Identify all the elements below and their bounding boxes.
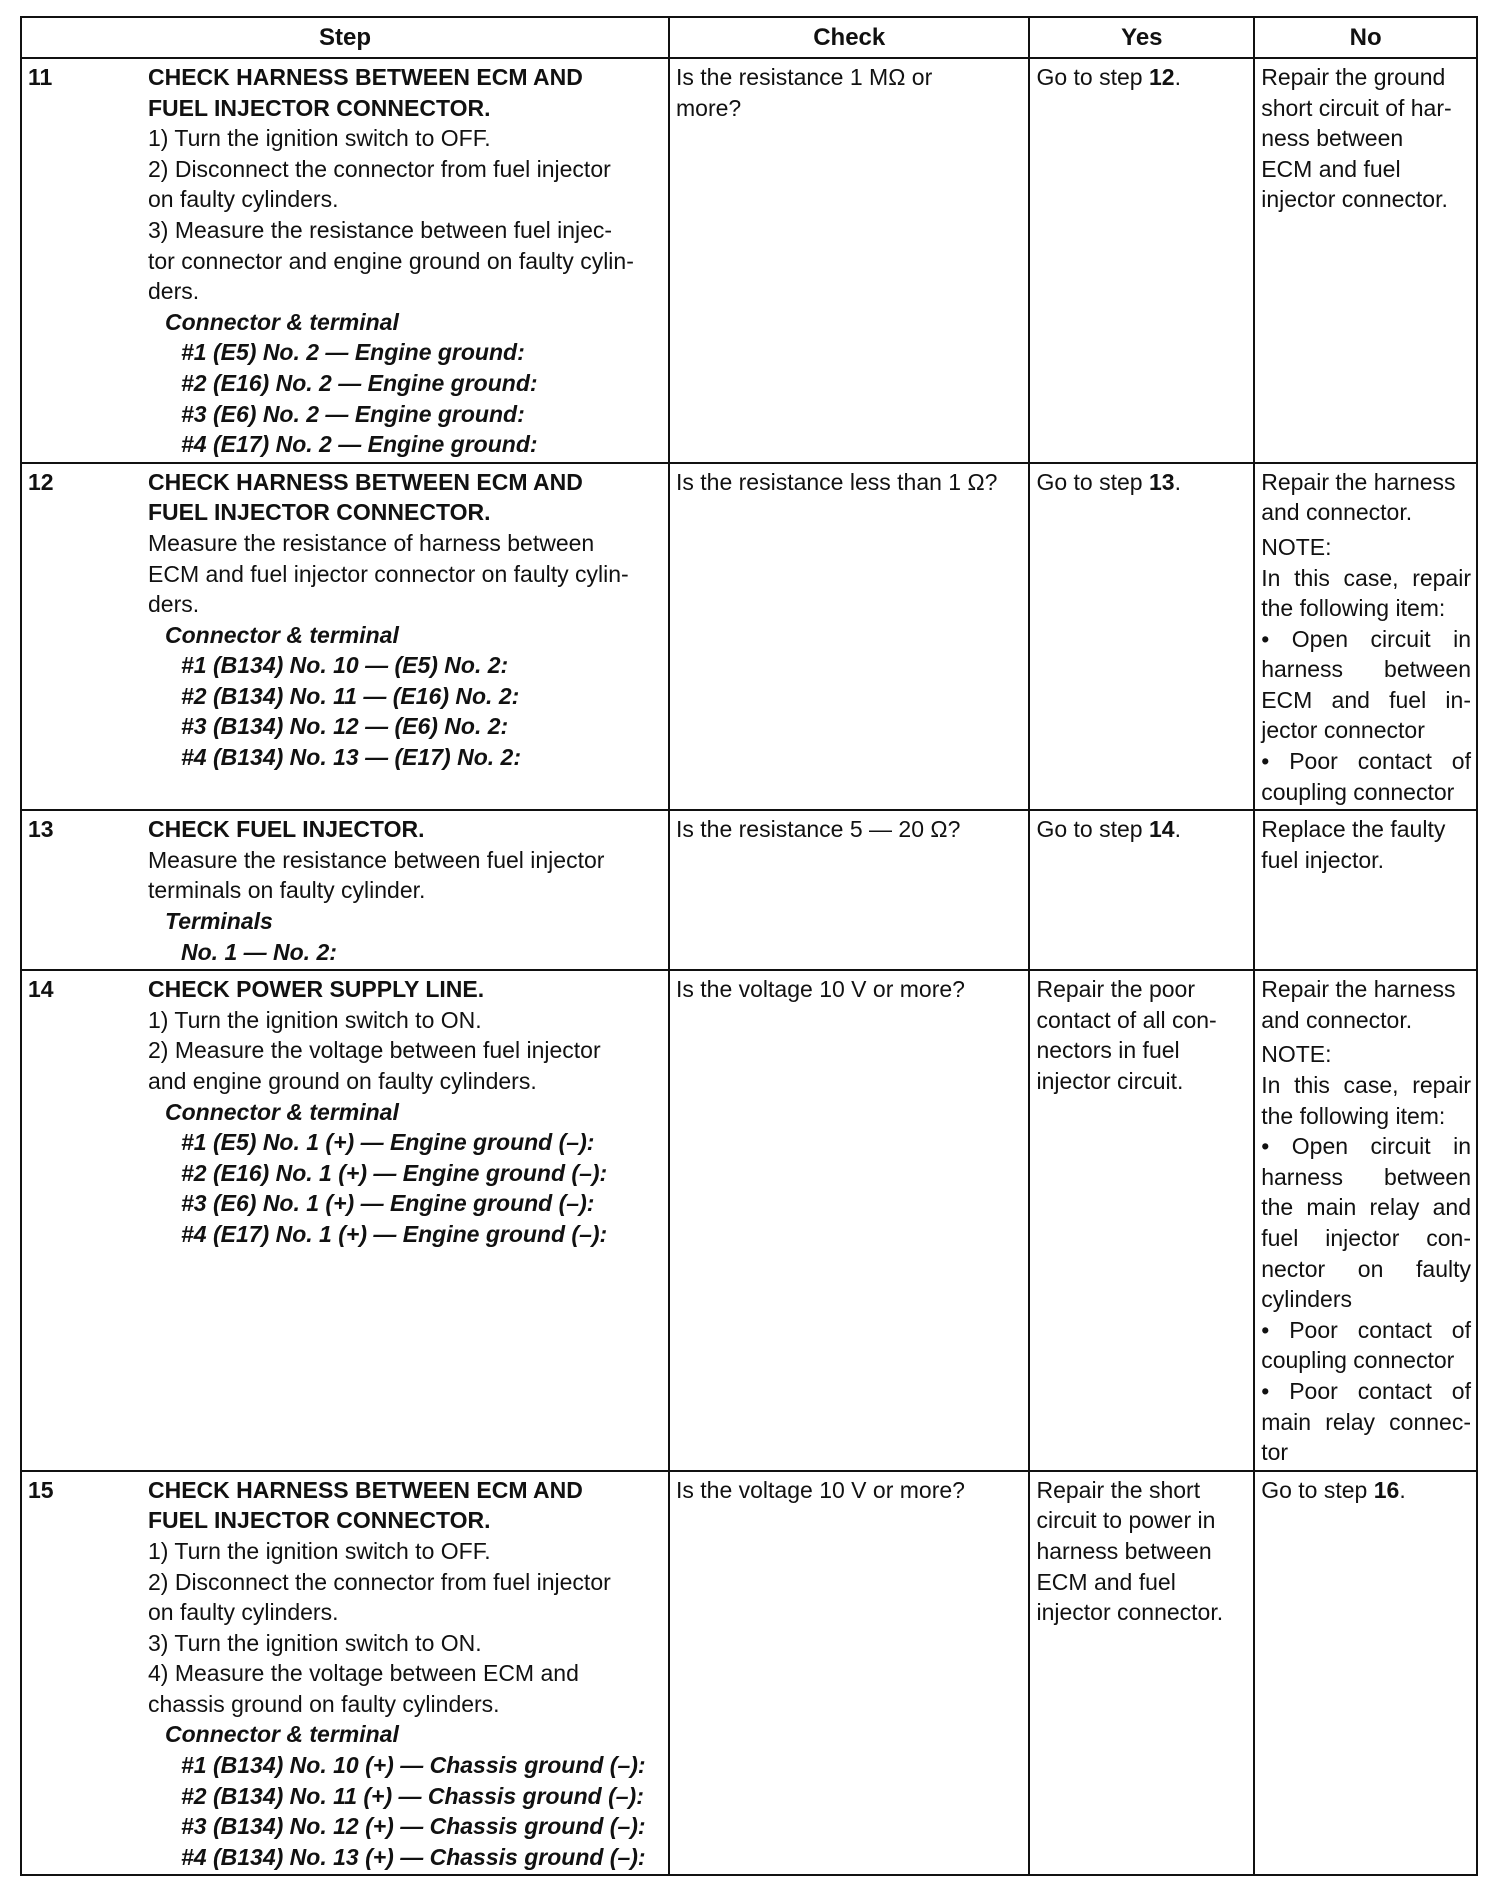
connector-terminal-item: #2 (E16) No. 1 (+) — Engine ground (–): (181, 1159, 608, 1186)
note-item: • Open circuit in (1261, 1133, 1471, 1160)
connector-terminal-item: #3 (E6) No. 1 (+) — Engine ground (–): (181, 1190, 595, 1217)
no-text: Repair the harness (1261, 976, 1456, 1003)
connector-terminal-item: #4 (B134) No. 13 (+) — Chassis ground (–): (181, 1843, 646, 1870)
yes-text: harness between (1036, 1537, 1212, 1564)
step-text: 1) Turn the ignition switch to ON. (148, 1006, 482, 1033)
note-label: NOTE: (1261, 533, 1332, 560)
yes-go-to-step-prefix: Go to step (1036, 64, 1149, 90)
table-body (21, 58, 1477, 1875)
step-text: on faulty cylinders. (148, 1599, 339, 1626)
no-text: and connector. (1261, 499, 1413, 526)
connector-terminal-label: Connector & terminal (165, 308, 399, 335)
yes-text: nectors in fuel (1036, 1037, 1180, 1064)
no-text: and connector. (1261, 1006, 1413, 1033)
step-text: ECM and fuel injector connector on faulty cylin- (148, 560, 629, 587)
no-go-to-step-suffix: . (1399, 1476, 1406, 1503)
no-text: Repair the ground (1261, 64, 1446, 90)
step-heading: FUEL INJECTOR CONNECTOR. (148, 94, 491, 121)
no-text: ness between (1261, 125, 1404, 152)
note-item: In this case, repair (1261, 564, 1471, 591)
note-item: main relay connec- (1261, 1408, 1471, 1435)
yes-go-to-step-step-number: 12 (1148, 64, 1175, 90)
check-cell (669, 810, 1029, 970)
note-item: the main relay and (1261, 1194, 1471, 1221)
step-text: 2) Measure the voltage between fuel injector (148, 1037, 601, 1064)
note-item: • Open circuit in (1261, 625, 1471, 652)
step-text: 1) Turn the ignition switch to OFF. (148, 1537, 491, 1564)
step-heading: CHECK HARNESS BETWEEN ECM AND (148, 1476, 583, 1503)
step-content (28, 814, 663, 967)
no-text: short circuit of har- (1261, 94, 1452, 121)
yes-go-to-step-step-number: 13 (1148, 468, 1175, 495)
note-item: jector connector (1261, 717, 1425, 744)
check-text: Is the voltage 10 V or more? (676, 1476, 965, 1503)
step-text: 4) Measure the voltage between ECM and (148, 1660, 579, 1687)
note-item: • Poor contact of (1261, 1377, 1471, 1404)
connector-terminal-item: #2 (E16) No. 2 — Engine ground: (181, 369, 538, 396)
step-content (28, 1475, 663, 1873)
no-text: fuel injector. (1261, 846, 1384, 873)
step-body (148, 62, 663, 460)
step-text: chassis ground on faulty cylinders. (148, 1690, 500, 1717)
note-item: • Poor contact of (1261, 1316, 1471, 1343)
note-item: • Poor contact of (1261, 748, 1471, 775)
yes-go-to-step (1036, 62, 1248, 93)
step-number: 15 (28, 1476, 54, 1503)
note-item: harness between (1261, 656, 1471, 683)
yes-text: circuit to power in (1036, 1507, 1216, 1534)
step-cell (21, 1471, 669, 1876)
connector-terminal-item: #1 (E5) No. 2 — Engine ground: (181, 339, 525, 366)
check-text: more? (676, 94, 742, 121)
note-item: the following item: (1261, 595, 1446, 622)
yes-text: Repair the poor (1036, 976, 1195, 1003)
note-item: harness between (1261, 1163, 1471, 1190)
note-item: coupling connector (1261, 1347, 1455, 1374)
connector-terminal-item: No. 1 — No. 2: (181, 938, 337, 965)
check-text: Is the resistance 1 MΩ or (676, 64, 933, 90)
yes-text: ECM and fuel (1036, 1568, 1176, 1595)
note-item: nector on faulty (1261, 1255, 1471, 1282)
step-heading: FUEL INJECTOR CONNECTOR. (148, 499, 491, 526)
check-cell (669, 58, 1029, 463)
step-body (148, 467, 663, 773)
step-number: 14 (28, 976, 54, 1003)
table-row (21, 970, 1477, 1471)
yes-go-to-step-suffix: . (1174, 64, 1181, 90)
step-text: 3) Measure the resistance between fuel injec- (148, 216, 613, 243)
note-item: coupling connector (1261, 778, 1455, 805)
yes-text: Repair the short (1036, 1476, 1201, 1503)
note-item: cylinders (1261, 1286, 1352, 1313)
no-go-to-step (1261, 1475, 1471, 1506)
connector-terminal-item: #4 (B134) No. 13 — (E17) No. 2: (181, 744, 521, 771)
no-cell (1254, 810, 1477, 970)
step-cell (21, 463, 669, 811)
header-check: Check (669, 17, 1029, 58)
step-text: 3) Turn the ignition switch to ON. (148, 1629, 482, 1656)
no-cell (1254, 463, 1477, 811)
step-content (28, 62, 663, 460)
no-text: Repair the harness (1261, 468, 1456, 495)
note-label: NOTE: (1261, 1041, 1332, 1068)
check-text: Is the resistance 5 — 20 Ω? (676, 816, 961, 843)
note-item: tor (1261, 1439, 1289, 1466)
connector-terminal-item: #4 (E17) No. 2 — Engine ground: (181, 431, 538, 458)
check-cell (669, 1471, 1029, 1876)
step-text: 1) Turn the ignition switch to OFF. (148, 125, 491, 152)
connector-terminal-item: #2 (B134) No. 11 (+) — Chassis ground (–): (181, 1782, 644, 1809)
connector-terminal-item: #3 (B134) No. 12 — (E6) No. 2: (181, 713, 509, 740)
no-go-to-step-step-number: 16 (1373, 1476, 1400, 1503)
no-cell (1254, 970, 1477, 1471)
connector-terminal-label: Terminals (165, 908, 273, 935)
step-content (28, 467, 663, 773)
step-text: tor connector and engine ground on faulty cylin- (148, 247, 634, 274)
yes-go-to-step-prefix: Go to step (1036, 468, 1149, 495)
no-text: ECM and fuel (1261, 155, 1401, 182)
step-number: 13 (28, 816, 54, 843)
no-cell (1254, 1471, 1477, 1876)
step-cell (21, 970, 669, 1471)
yes-cell (1029, 970, 1254, 1471)
note-item: fuel injector con- (1261, 1224, 1471, 1251)
note-item: ECM and fuel in- (1261, 686, 1471, 713)
step-text: Measure the resistance between fuel injector (148, 846, 605, 873)
yes-text: injector circuit. (1036, 1068, 1184, 1094)
no-cell (1254, 58, 1477, 463)
no-text: Replace the faulty (1261, 816, 1446, 843)
connector-terminal-item: #1 (B134) No. 10 — (E5) No. 2: (181, 652, 509, 679)
connector-terminal-item: #3 (B134) No. 12 (+) — Chassis ground (–): (181, 1813, 646, 1840)
connector-terminal-label: Connector & terminal (165, 621, 399, 648)
table-row (21, 810, 1477, 970)
connector-terminal-label: Connector & terminal (165, 1098, 399, 1125)
check-text: Is the resistance less than 1 Ω? (676, 468, 998, 495)
connector-terminal-label: Connector & terminal (165, 1721, 399, 1748)
step-heading: FUEL INJECTOR CONNECTOR. (148, 1507, 491, 1534)
step-heading: CHECK HARNESS BETWEEN ECM AND (148, 64, 583, 90)
header-yes: Yes (1029, 17, 1254, 58)
step-body (148, 1475, 663, 1873)
header-step: Step (21, 17, 669, 58)
step-text: ders. (148, 591, 200, 618)
yes-go-to-step-suffix: . (1174, 468, 1181, 495)
yes-cell (1029, 463, 1254, 811)
step-text: 2) Disconnect the connector from fuel injector (148, 1568, 611, 1595)
step-text: ders. (148, 278, 200, 305)
step-text: and engine ground on faulty cylinders. (148, 1068, 537, 1094)
yes-cell (1029, 58, 1254, 463)
step-content (28, 974, 663, 1249)
no-go-to-step-prefix: Go to step (1261, 1476, 1374, 1503)
step-text: 2) Disconnect the connector from fuel injector (148, 155, 611, 182)
note-item: In this case, repair (1261, 1072, 1471, 1098)
yes-go-to-step (1036, 814, 1248, 845)
yes-go-to-step-prefix: Go to step (1036, 816, 1149, 843)
connector-terminal-item: #1 (E5) No. 1 (+) — Engine ground (–): (181, 1129, 595, 1156)
step-cell (21, 58, 669, 463)
table-row (21, 58, 1477, 463)
check-cell (669, 970, 1029, 1471)
step-body (148, 814, 663, 967)
yes-go-to-step-suffix: . (1174, 816, 1181, 843)
check-cell (669, 463, 1029, 811)
step-text: terminals on faulty cylinder. (148, 877, 426, 904)
yes-go-to-step-step-number: 14 (1148, 816, 1175, 843)
step-heading: CHECK FUEL INJECTOR. (148, 816, 425, 843)
step-text: on faulty cylinders. (148, 186, 339, 213)
step-heading: CHECK POWER SUPPLY LINE. (148, 976, 485, 1003)
header-row (21, 17, 1477, 58)
no-text: injector connector. (1261, 186, 1448, 213)
connector-terminal-item: #2 (B134) No. 11 — (E16) No. 2: (181, 682, 520, 709)
step-heading: CHECK HARNESS BETWEEN ECM AND (148, 468, 583, 495)
note-item: the following item: (1261, 1102, 1446, 1129)
connector-terminal-item: #1 (B134) No. 10 (+) — Chassis ground (–): (181, 1752, 646, 1779)
connector-terminal-item: #3 (E6) No. 2 — Engine ground: (181, 400, 525, 427)
yes-text: injector connector. (1036, 1599, 1224, 1626)
yes-cell (1029, 810, 1254, 970)
diagnostic-table (20, 16, 1478, 1876)
step-number: 11 (28, 64, 53, 90)
yes-text: contact of all con- (1036, 1006, 1217, 1033)
step-cell (21, 810, 669, 970)
connector-terminal-item: #4 (E17) No. 1 (+) — Engine ground (–): (181, 1220, 608, 1247)
yes-cell (1029, 1471, 1254, 1876)
check-text: Is the voltage 10 V or more? (676, 976, 965, 1003)
step-text: Measure the resistance of harness between (148, 529, 595, 556)
table-row (21, 1471, 1477, 1876)
step-number: 12 (28, 468, 54, 495)
step-body (148, 974, 663, 1249)
yes-go-to-step (1036, 467, 1248, 498)
table-row (21, 463, 1477, 811)
header-no: No (1254, 17, 1477, 58)
